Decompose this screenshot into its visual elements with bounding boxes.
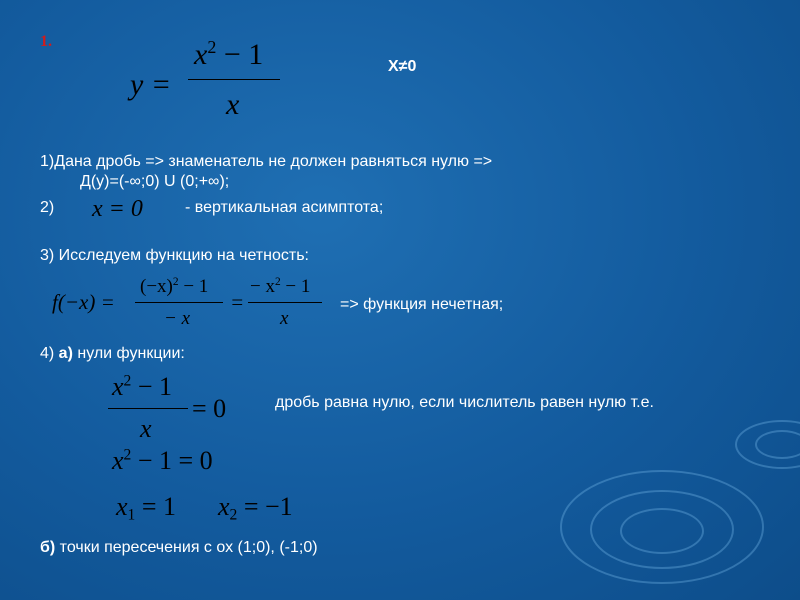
parity-fraction-bar-2 [248, 302, 322, 303]
parity-numerator-2: − $x^2 - 1$ [250, 276, 311, 297]
domain-result: Д(у)=(-∞;0) U (0;+∞); [80, 173, 230, 190]
parity-denominator-2: x [280, 308, 289, 329]
quadratic-equation: $x^2 - 1 = 0$ [112, 446, 213, 475]
parity-heading: 3) Исследуем функцию на четность: [40, 247, 309, 264]
parity-equals: = [230, 290, 245, 314]
zeros-numerator: $x^2 - 1$ [112, 372, 173, 401]
asymptote-label: - вертикальная асимптота; [185, 199, 384, 216]
main-formula-lhs: y = [130, 68, 172, 101]
parity-numerator-1: $(-x)^2 - 1$ [140, 276, 209, 297]
main-formula-numerator: $x^2 - 1$ [194, 37, 264, 71]
ripple-decoration [755, 430, 800, 459]
parity-fraction-bar-1 [135, 302, 223, 303]
root-2: $x_2 = -1$ [218, 492, 293, 524]
zeros-denominator: x [140, 414, 152, 443]
domain-condition: X≠0 [388, 58, 417, 75]
intersection-points: б) точки пересечения с ох (1;0), (-1;0) [40, 539, 318, 556]
parity-denominator-1: − x [164, 308, 191, 329]
parity-conclusion: => функция нечетная; [340, 296, 504, 313]
zeros-note: дробь равна нулю, если числитель равен нулю т.е. [275, 394, 654, 411]
zeros-fraction-bar [108, 408, 188, 409]
root-1: $x_1 = 1$ [116, 492, 177, 524]
ripple-decoration [620, 508, 704, 554]
task-number: 1. [40, 33, 52, 50]
asymptote-formula: x = 0 [92, 196, 143, 222]
zeros-rhs: = 0 [192, 394, 227, 423]
main-fraction-bar [188, 79, 280, 80]
zeros-heading: 4) а) нули функции: [40, 345, 185, 362]
parity-lhs: f(−x) = [52, 290, 115, 314]
domain-statement: 1)Дана дробь => знаменатель не должен равняться нулю => [40, 153, 493, 170]
main-formula-denominator: x [226, 88, 240, 121]
step-2-number: 2) [40, 199, 55, 216]
